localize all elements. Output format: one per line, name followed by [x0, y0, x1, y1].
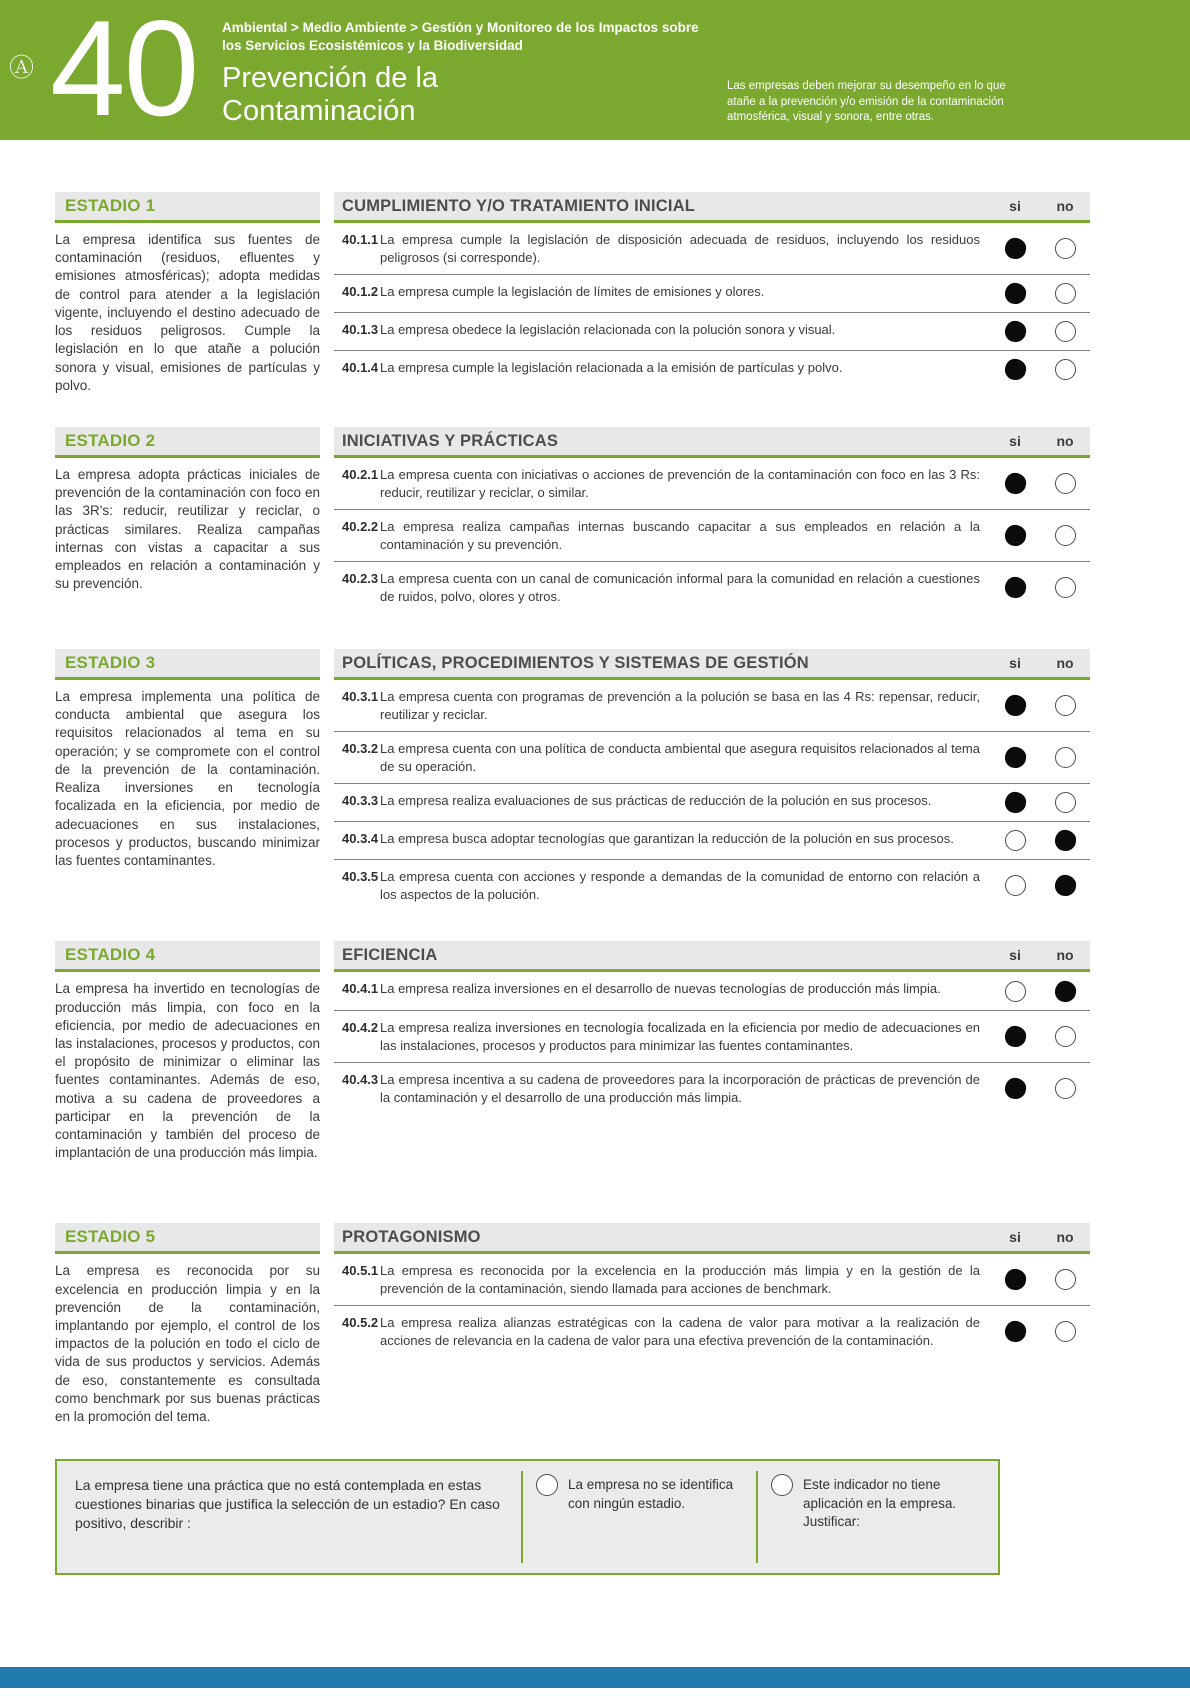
estadio-left-column — [55, 192, 320, 397]
answer-cell-no — [1040, 359, 1090, 380]
estadio-header-bar — [55, 941, 320, 972]
question-id: 40.3.5 — [342, 869, 379, 885]
question-text: La empresa obedece la legislación relacionada con la polución sonora y visual. — [380, 322, 836, 338]
question-row — [334, 509, 1090, 561]
radio-no[interactable] — [1055, 1269, 1076, 1290]
answer-cell-no — [1040, 1262, 1090, 1297]
answer-cell-si — [990, 830, 1040, 851]
category-title: EFICIENCIA — [342, 945, 438, 964]
answer-cell-si — [990, 1019, 1040, 1054]
answer-cell-no — [1040, 466, 1090, 501]
question-id: 40.4.2 — [342, 1020, 379, 1036]
radio-si[interactable] — [1003, 1077, 1027, 1101]
question-text: La empresa realiza inversiones en tecnología focalizada en la eficiencia por medio de adecuaciones en las instalaciones, procesos y productos para minimizar las fuentes contaminantes. — [380, 1020, 980, 1053]
question-text: La empresa cumple la legislación de límites de emisiones y olores. — [380, 284, 765, 300]
question-id: 40.3.4 — [342, 831, 379, 847]
estadio-left-column — [55, 941, 320, 1193]
estadio-header-bar — [55, 192, 320, 223]
radio-si[interactable] — [1003, 524, 1027, 548]
answer-cell-si — [990, 231, 1040, 266]
question-id: 40.3.2 — [342, 741, 379, 757]
answer-cell-si — [990, 518, 1040, 553]
category-header-bar — [334, 427, 1090, 458]
radio-no[interactable] — [1055, 525, 1076, 546]
answer-cell-si — [990, 740, 1040, 775]
answer-cell-no — [1040, 518, 1090, 553]
column-header-si: si — [1009, 1229, 1021, 1246]
question-row — [334, 312, 1090, 350]
radio-no[interactable] — [1055, 1321, 1076, 1342]
radio-not-applicable[interactable] — [771, 1474, 793, 1496]
estadio-header-bar — [55, 649, 320, 680]
answer-cell-si — [990, 1071, 1040, 1106]
radio-si[interactable] — [1003, 694, 1027, 718]
question-id: 40.1.4 — [342, 360, 379, 376]
question-id: 40.1.3 — [342, 322, 379, 338]
answer-cell-si — [990, 688, 1040, 723]
column-header-no: no — [1056, 947, 1074, 964]
answer-cell-no — [1040, 1019, 1090, 1054]
category-title: POLÍTICAS, PROCEDIMIENTOS Y SISTEMAS DE GESTIÓN — [342, 653, 809, 672]
answer-cell-si — [990, 980, 1040, 1002]
question-row — [334, 859, 1090, 911]
radio-no[interactable] — [1053, 829, 1077, 853]
question-id: 40.5.2 — [342, 1315, 379, 1331]
question-text: La empresa incentiva a su cadena de proveedores para la incorporación de prácticas de prevención de la contaminación y el desarrollo de una producción más limpia. — [380, 1072, 980, 1105]
radio-si[interactable] — [1005, 875, 1026, 896]
page-header — [0, 0, 1190, 144]
radio-si[interactable] — [1003, 1025, 1027, 1049]
estadio-left-column — [55, 427, 320, 619]
radio-si[interactable] — [1003, 1268, 1027, 1292]
answer-cell-si — [990, 792, 1040, 813]
category-title: PROTAGONISMO — [342, 1227, 481, 1246]
question-row — [334, 783, 1090, 821]
question-text: La empresa cuenta con una política de conducta ambiental que asegura requisitos relacionados al tema de su operación. — [380, 741, 980, 774]
question-row — [334, 561, 1090, 613]
indicator-number: 40 — [50, 0, 198, 144]
estadio-left-column — [55, 1223, 320, 1441]
questions-column — [334, 941, 1090, 1193]
question-text: La empresa realiza evaluaciones de sus prácticas de reducción de la polución en sus procesos. — [380, 793, 932, 809]
estadio-label: ESTADIO 2 — [65, 431, 156, 450]
answer-cell-si — [990, 359, 1040, 380]
question-row — [334, 350, 1090, 388]
question-text: La empresa cuenta con iniciativas o acciones de prevención de la contaminación con foco en las 3 Rs: reducir, reutilizar y reciclar, o similar. — [380, 467, 980, 500]
radio-si[interactable] — [1003, 320, 1027, 344]
question-text: La empresa cumple la legislación de disposición adecuada de residuos, incluyendo los residuos peligrosos (si corresponde). — [380, 232, 980, 265]
radio-si[interactable] — [1003, 791, 1027, 815]
category-title: CUMPLIMIENTO Y/O TRATAMIENTO INICIAL — [342, 196, 696, 215]
column-header-si: si — [1009, 655, 1021, 671]
question-text: La empresa busca adoptar tecnologías que garantizan la reducción de la polución en sus procesos. — [380, 831, 954, 847]
option-no-stage — [522, 1461, 757, 1573]
answer-cell-no — [1040, 868, 1090, 903]
question-text: La empresa realiza inversiones en el desarrollo de nuevas tecnologías de producción más limpia. — [380, 981, 941, 997]
questions-column — [334, 427, 1090, 619]
radio-no[interactable] — [1055, 1026, 1076, 1047]
breadcrumb: Ambiental > Medio Ambiente > Gestión y Monitoreo de los Impactos sobre los Servicios Ecosistémicos y la Biodiversidad — [222, 20, 699, 53]
question-row — [334, 821, 1090, 859]
question-row — [334, 731, 1090, 783]
column-header-no: no — [1056, 1229, 1074, 1246]
radio-no[interactable] — [1055, 321, 1076, 342]
answer-cell-no — [1040, 283, 1090, 304]
estadio-description: La empresa ha invertido en tecnologías de producción más limpia, con foco en la eficiencia, por medio de adecuaciones en las instalaciones, procesos y productos, con el propósito de minimizar o eliminar las fuentes contaminantes. Además de eso, motiva a su cadena de proveedores a participar en la prevención de la contaminación y también del proceso de implantación de una producción más limpia. — [55, 981, 320, 1161]
question-id: 40.1.1 — [342, 232, 379, 247]
radio-no[interactable] — [1055, 1078, 1076, 1099]
estadio-section — [55, 649, 1090, 911]
question-text: La empresa es reconocida por la excelencia en la producción más limpia y en la gestión de la prevención de la contaminación, siendo llamada para acciones de benchmark. — [380, 1263, 980, 1296]
radio-si[interactable] — [1003, 237, 1027, 261]
estadio-label: ESTADIO 3 — [65, 653, 156, 672]
question-rows — [334, 1254, 1090, 1357]
answer-cell-no — [1040, 570, 1090, 605]
question-id: 40.4.1 — [342, 981, 379, 997]
open-questions-box — [55, 1459, 1000, 1575]
circled-a-icon: Ⓐ — [9, 54, 35, 82]
questions-column — [334, 649, 1090, 911]
answer-cell-no — [1040, 231, 1090, 266]
radio-si[interactable] — [1003, 746, 1027, 770]
estadio-section — [55, 941, 1090, 1193]
radio-no[interactable] — [1053, 979, 1077, 1003]
question-rows — [334, 972, 1090, 1114]
column-header-no: no — [1056, 655, 1074, 671]
question-text: La empresa cumple la legislación relacionada a la emisión de partículas y polvo. — [380, 360, 843, 376]
open-question-text: La empresa tiene una práctica que no está contemplada en estas cuestiones binarias que justifica la selección de un estadio? En caso positivo, describir : — [75, 1477, 500, 1532]
question-text: La empresa cuenta con acciones y responde a demandas de la comunidad de entorno con relación a los aspectos de la polución. — [380, 869, 980, 902]
estadio-description: La empresa es reconocida por su excelencia en producción limpia y en la prevención de la contaminación, implantando por ejemplo, el control de los impactos de la polución en todo el ciclo de vida de sus productos y servicios. Además de eso, constantemente es consultada como benchmark por sus buenas prácticas en la promoción del tema. — [55, 1263, 320, 1425]
option-not-applicable-label: Este indicador no tiene aplicación en la empresa. Justificar: — [803, 1477, 957, 1529]
estadio-label: ESTADIO 1 — [65, 196, 156, 215]
radio-si[interactable] — [1003, 282, 1027, 306]
question-row — [334, 1010, 1090, 1062]
answer-cell-no — [1040, 792, 1090, 813]
category-header-bar — [334, 1223, 1090, 1254]
question-text: La empresa cuenta con programas de prevención a la polución se basa en las 4 Rs: repensar, reducir, reutilizar y reciclar. — [380, 689, 980, 722]
estadio-description: La empresa identifica sus fuentes de contaminación (residuos, efluentes y emisiones atmosféricas); adopta medidas de control para atender a la legislación vigente, incluyendo el destino adecuado de los residuos peligrosos. Cumple la legislación en lo que atañe a polución sonora y visual, emisiones de partículas y polvo. — [55, 232, 320, 393]
estadio-section — [55, 1223, 1090, 1441]
estadio-label: ESTADIO 5 — [65, 1227, 156, 1247]
question-row — [334, 1254, 1090, 1305]
estadio-label: ESTADIO 4 — [65, 945, 156, 965]
question-rows — [334, 680, 1090, 911]
answer-cell-si — [990, 868, 1040, 903]
answer-cell-no — [1040, 830, 1090, 851]
radio-no[interactable] — [1055, 238, 1076, 259]
question-id: 40.2.2 — [342, 519, 379, 535]
question-text: La empresa realiza alianzas estratégicas con la cadena de valor para motivar a la realización de acciones de relevancia en la cadena de valor para una efectiva prevención de la contaminación. — [380, 1315, 980, 1348]
option-no-stage-label: La empresa no se identifica con ningún estadio. — [568, 1477, 734, 1511]
column-header-si: si — [1009, 433, 1021, 449]
answer-cell-no — [1040, 688, 1090, 723]
radio-no[interactable] — [1055, 283, 1076, 304]
answer-cell-si — [990, 570, 1040, 605]
estadio-description: La empresa adopta prácticas iniciales de prevención de la contaminación con foco en las 3R's: reducir, reutilizar y reciclar, o prácticas similares. Realiza campañas internas con vistas a capacitar a sus empleados en relación a contaminación y su prevención. — [55, 467, 320, 592]
answer-cell-si — [990, 1314, 1040, 1349]
radio-no[interactable] — [1055, 577, 1076, 598]
estadio-left-column — [55, 649, 320, 911]
estadio-description: La empresa implementa una política de conducta ambiental que asegura los requisitos relacionados al tema en su operación; y se compromete con el control de la prevención de la contaminación. Realiza inversiones en tecnología focalizada en la eficiencia, por medio de adecuaciones en sus instalaciones, procesos y productos, buscando minimizar las fuentes contaminantes. — [55, 689, 320, 868]
column-header-no: no — [1056, 433, 1074, 449]
answer-cell-si — [990, 321, 1040, 342]
answer-cell-si — [990, 283, 1040, 304]
answer-cell-no — [1040, 1314, 1090, 1349]
category-header-bar — [334, 941, 1090, 972]
radio-no[interactable] — [1055, 695, 1076, 716]
header-title-block — [222, 19, 714, 128]
question-row — [334, 1062, 1090, 1114]
question-id: 40.4.3 — [342, 1072, 379, 1088]
radio-si[interactable] — [1003, 358, 1027, 382]
option-not-applicable — [757, 1461, 998, 1573]
question-text: La empresa cuenta con un canal de comunicación informal para la comunidad en relación a cuestiones de ruidos, polvo, olores y otros. — [380, 571, 980, 604]
radio-no[interactable] — [1055, 473, 1076, 494]
answer-cell-si — [990, 466, 1040, 501]
answer-cell-no — [1040, 980, 1090, 1002]
question-id: 40.1.2 — [342, 284, 379, 300]
radio-si[interactable] — [1005, 830, 1026, 851]
question-id: 40.2.3 — [342, 571, 379, 587]
column-header-no: no — [1056, 198, 1074, 214]
footer-bar — [0, 1667, 1190, 1688]
column-header-si: si — [1009, 947, 1021, 964]
estadio-header-bar — [55, 1223, 320, 1254]
radio-no-stage[interactable] — [536, 1474, 558, 1496]
answer-cell-no — [1040, 321, 1090, 342]
question-id: 40.5.1 — [342, 1263, 379, 1279]
category-title: INICIATIVAS Y PRÁCTICAS — [342, 431, 559, 450]
question-id: 40.3.3 — [342, 793, 379, 809]
radio-si[interactable] — [1005, 981, 1026, 1002]
question-row — [334, 1305, 1090, 1357]
question-rows — [334, 223, 1090, 388]
answer-cell-no — [1040, 1071, 1090, 1106]
sections-container — [55, 192, 1090, 1441]
question-id: 40.3.1 — [342, 689, 379, 704]
question-row — [334, 680, 1090, 731]
question-id: 40.2.1 — [342, 467, 379, 482]
radio-si[interactable] — [1003, 1320, 1027, 1344]
estadio-section — [55, 192, 1090, 397]
header-description: Las empresas deben mejorar su desempeño en lo que atañe a la prevención y/o emisión de la contaminación atmosférica, visual y sonora, entre otras. — [727, 80, 1006, 124]
radio-si[interactable] — [1003, 472, 1027, 496]
questions-column — [334, 192, 1090, 397]
radio-no[interactable] — [1053, 874, 1077, 898]
questions-column — [334, 1223, 1090, 1441]
question-row — [334, 458, 1090, 509]
category-header-bar — [334, 192, 1090, 223]
question-rows — [334, 458, 1090, 613]
question-text: La empresa realiza campañas internas buscando capacitar a sus empleados en relación a la contaminación y su prevención. — [380, 519, 980, 552]
page-title: Prevención de la Contaminación — [222, 61, 439, 127]
answer-cell-no — [1040, 740, 1090, 775]
question-row — [334, 223, 1090, 274]
estadio-section — [55, 427, 1090, 619]
estadio-header-bar — [55, 427, 320, 458]
radio-no[interactable] — [1055, 359, 1076, 380]
question-row — [334, 274, 1090, 312]
radio-no[interactable] — [1055, 747, 1076, 768]
answer-cell-si — [990, 1262, 1040, 1297]
category-header-bar — [334, 649, 1090, 680]
column-header-si: si — [1009, 198, 1021, 214]
radio-si[interactable] — [1003, 576, 1027, 600]
radio-no[interactable] — [1055, 792, 1076, 813]
question-row — [334, 972, 1090, 1010]
